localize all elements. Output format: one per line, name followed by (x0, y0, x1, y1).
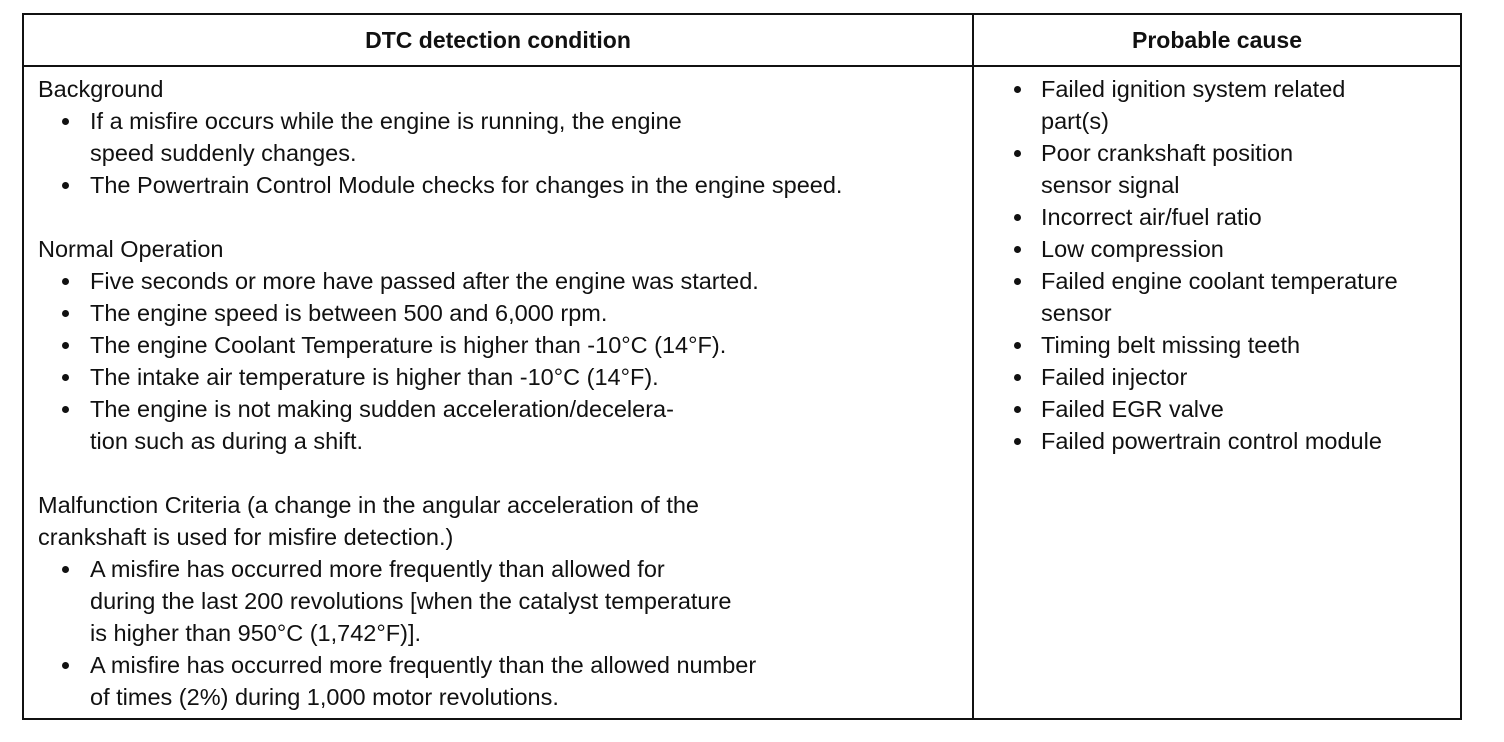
list-item (38, 553, 963, 649)
list-item (38, 393, 963, 457)
bullet-icon (1014, 246, 1021, 253)
list-item-line: is higher than 950°C (1,742°F)]. (90, 620, 421, 646)
bullet-icon (1014, 214, 1021, 221)
malfunction-criteria-list (38, 553, 963, 713)
bullet-icon (1014, 374, 1021, 381)
section-gap (38, 201, 963, 233)
list-item (1010, 393, 1450, 425)
bullet-icon (1014, 342, 1021, 349)
list-item (1010, 137, 1450, 201)
list-item (1010, 233, 1450, 265)
list-item-line: If a misfire occurs while the engine is running, the engine (90, 108, 682, 134)
bullet-icon (62, 374, 69, 381)
list-item-line: The intake air temperature is higher than -10°C (14°F). (90, 364, 659, 390)
bullet-icon (1014, 86, 1021, 93)
dtc-table (22, 13, 1462, 720)
list-item-line: A misfire has occurred more frequently than allowed for (90, 556, 665, 582)
detection-condition-cell (38, 73, 963, 713)
bullet-icon (1014, 406, 1021, 413)
header-divider (24, 65, 1460, 67)
probable-cause-cell (1010, 73, 1450, 457)
list-item (38, 169, 963, 201)
list-item (38, 361, 963, 393)
bullet-icon (62, 662, 69, 669)
bullet-icon (1014, 150, 1021, 157)
list-item-line: Poor crankshaft position (1041, 140, 1294, 166)
list-item-line: of times (2%) during 1,000 motor revolutions. (90, 684, 559, 710)
column-divider (972, 15, 974, 718)
malfunction-criteria-heading-line: crankshaft is used for misfire detection.) (38, 524, 454, 550)
detection-condition-header: DTC detection condition (365, 27, 631, 53)
list-item-line: during the last 200 revolutions [when the catalyst temperature (90, 588, 732, 614)
list-item (1010, 265, 1450, 329)
malfunction-criteria-heading (38, 489, 963, 553)
bullet-icon (1014, 438, 1021, 445)
list-item-line: Low compression (1041, 236, 1224, 262)
list-item (38, 105, 963, 169)
list-item-line: A misfire has occurred more frequently than the allowed number (90, 652, 757, 678)
list-item-line: Failed powertrain control module (1041, 428, 1382, 454)
probable-cause-header: Probable cause (1131, 27, 1303, 53)
list-item (1010, 73, 1450, 137)
list-item-line: The engine Coolant Temperature is higher than -10°C (14°F). (90, 332, 727, 358)
list-item-line: Five seconds or more have passed after the engine was started. (90, 268, 759, 294)
list-item (1010, 425, 1450, 457)
list-item-line: Failed ignition system related (1041, 76, 1346, 102)
list-item-line: The engine is not making sudden acceleration/decelera- (90, 396, 674, 422)
list-item (38, 265, 963, 297)
probable-cause-list (1010, 73, 1450, 457)
list-item-line: part(s) (1041, 108, 1109, 134)
normal-operation-list (38, 265, 963, 457)
background-heading: Background (38, 76, 164, 102)
list-item (38, 297, 963, 329)
normal-operation-heading: Normal Operation (38, 236, 224, 262)
list-item-line: Failed EGR valve (1041, 396, 1224, 422)
bullet-icon (62, 182, 69, 189)
malfunction-criteria-heading-line: Malfunction Criteria (a change in the angular acceleration of the (38, 492, 699, 518)
list-item (38, 329, 963, 361)
list-item-line: speed suddenly changes. (90, 140, 357, 166)
bullet-icon (1014, 278, 1021, 285)
list-item (1010, 201, 1450, 233)
bullet-icon (62, 278, 69, 285)
section-gap (38, 457, 963, 489)
list-item-line: The Powertrain Control Module checks for changes in the engine speed. (90, 172, 843, 198)
bullet-icon (62, 406, 69, 413)
list-item-line: Failed injector (1041, 364, 1188, 390)
bullet-icon (62, 118, 69, 125)
list-item-line: Failed engine coolant temperature (1041, 268, 1398, 294)
list-item (1010, 329, 1450, 361)
bullet-icon (62, 566, 69, 573)
list-item-line: Timing belt missing teeth (1041, 332, 1301, 358)
list-item-line: sensor (1041, 300, 1112, 326)
list-item (38, 649, 963, 713)
list-item-line: sensor signal (1041, 172, 1180, 198)
bullet-icon (62, 310, 69, 317)
list-item (1010, 361, 1450, 393)
list-item-line: The engine speed is between 500 and 6,000 rpm. (90, 300, 608, 326)
list-item-line: tion such as during a shift. (90, 428, 364, 454)
list-item-line: Incorrect air/fuel ratio (1041, 204, 1262, 230)
background-list (38, 105, 963, 201)
bullet-icon (62, 342, 69, 349)
